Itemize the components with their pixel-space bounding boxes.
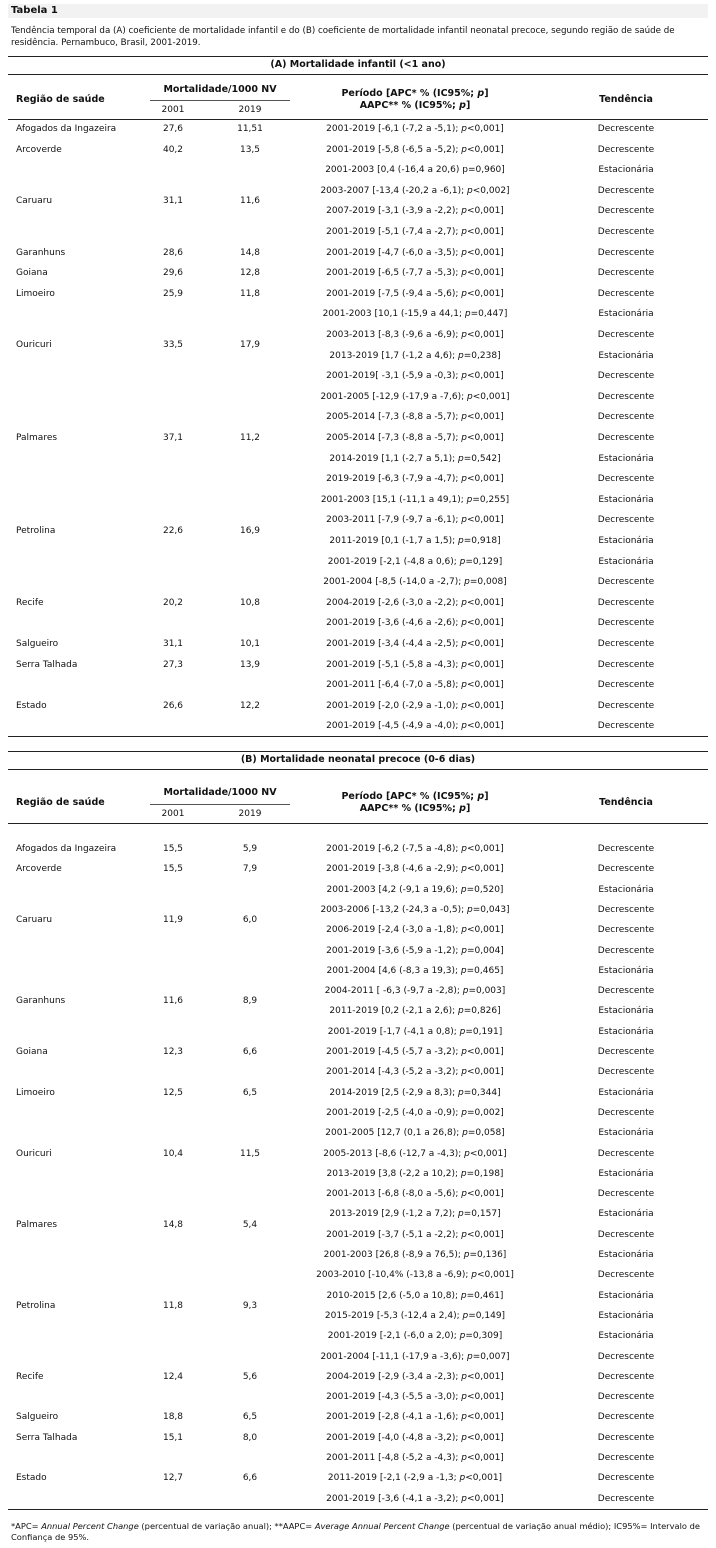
value-2001: 31,1	[162, 639, 184, 649]
value-2001: 12,5	[162, 1087, 184, 1098]
tendencia-cell: Estacionária	[598, 1290, 654, 1301]
rule-line	[8, 736, 708, 737]
tendencia-cell: Decrescente	[597, 844, 655, 854]
value-2019: 8,9	[242, 996, 258, 1007]
tendencia-cell: Decrescente	[597, 1371, 655, 1382]
region-name: Arcoverde	[16, 144, 62, 155]
column-header-2001: 2001	[161, 105, 185, 115]
value-2001: 14,8	[162, 1219, 184, 1230]
value-2001: 11,8	[162, 1300, 184, 1311]
periodo-cell: 2014-2019 [2,5 (-2,9 a 8,3); p=0,344]	[329, 1087, 501, 1098]
value-2019: 12,8	[239, 268, 261, 279]
periodo-cell: 2007-2019 [-3,1 (-3,9 a -2,2); p<0,001]	[326, 206, 504, 217]
value-2001: 29,6	[162, 268, 184, 279]
rule-line	[8, 769, 708, 770]
periodo-cell: 2001-2019 [-6,2 (-7,5 a -4,8); p<0,001]	[326, 844, 504, 854]
region-name: Caruaru	[16, 915, 53, 926]
tendencia-cell: Decrescente	[597, 1067, 655, 1078]
column-header-mortalidade: Mortalidade/1000 NV	[163, 84, 277, 95]
tendencia-cell: Decrescente	[597, 721, 655, 732]
value-2019: 5,4	[242, 1219, 258, 1230]
value-2019: 16,9	[239, 525, 261, 536]
tendencia-cell: Decrescente	[597, 986, 655, 997]
region-name: Afogados da Ingazeira	[16, 124, 117, 134]
periodo-cell: 2001-2019 [-3,7 (-5,1 a -2,2); p<0,001]	[326, 1229, 504, 1240]
tendencia-cell: Decrescente	[597, 577, 655, 588]
periodo-cell: 2003-2011 [-7,9 (-9,7 a -6,1); p<0,001]	[326, 515, 504, 526]
value-2019: 8,0	[242, 1432, 258, 1443]
footnote: *APC= Annual Percent Change (percentual de variação anual); **AAPC= Average Annual Percent Change (percentual de variação anual médio); IC95%= Intervalo de Confiança de 95%.	[11, 1521, 700, 1542]
tendencia-cell: Decrescente	[597, 144, 655, 155]
periodo-cell: 2001-2019[ -3,1 (-5,9 a -0,3); p<0,001]	[326, 371, 504, 382]
periodo-cell: 2005-2014 [-7,3 (-8,8 a -5,7); p<0,001]	[326, 433, 504, 443]
value-2019: 11,6	[239, 196, 261, 207]
tendencia-cell: Decrescente	[597, 330, 655, 340]
periodo-cell: 2015-2019 [-5,3 (-12,4 a 2,4); p=0,149]	[324, 1310, 506, 1321]
periodo-cell: 2005-2014 [-7,3 (-8,8 a -5,7); p<0,001]	[326, 412, 504, 423]
tendencia-cell: Decrescente	[597, 1432, 655, 1443]
tendencia-cell: Estacionária	[598, 309, 654, 320]
periodo-cell: 2014-2019 [1,1 (-2,7 a 5,1); p=0,542]	[329, 453, 501, 464]
periodo-cell: 2001-2019 [-5,8 (-6,5 a -5,2); p<0,001]	[326, 144, 504, 155]
region-name: Recife	[16, 1371, 44, 1382]
region-name: Petrolina	[16, 525, 56, 536]
region-name: Goiana	[16, 1047, 48, 1057]
tendencia-cell: Estacionária	[598, 350, 654, 361]
column-header-2001: 2001	[161, 809, 185, 819]
column-header-2019: 2019	[238, 105, 262, 115]
periodo-cell: 2004-2019 [-2,9 (-3,4 a -2,3); p<0,001]	[326, 1371, 504, 1382]
tendencia-cell: Decrescente	[597, 1189, 655, 1200]
periodo-cell: 2001-2019 [-3,8 (-4,6 a -2,9); p<0,001]	[326, 864, 504, 875]
periodo-cell: 2001-2019 [-4,7 (-6,0 a -3,5); p<0,001]	[326, 247, 504, 258]
region-name: Palmares	[16, 433, 58, 443]
tendencia-cell: Decrescente	[597, 268, 655, 279]
tendencia-cell: Estacionária	[598, 1310, 654, 1321]
value-2019: 6,0	[242, 915, 258, 926]
tendencia-cell: Decrescente	[597, 864, 655, 875]
periodo-cell: 2019-2019 [-6,3 (-7,9 a -4,7); p<0,001]	[326, 474, 504, 485]
value-2001: 11,6	[162, 996, 184, 1007]
rule-line	[8, 823, 708, 824]
value-2019: 11,5	[239, 1148, 261, 1159]
region-name: Afogados da Ingazeira	[16, 844, 117, 854]
periodo-cell: 2001-2019 [-3,6 (-5,9 a -1,2); p=0,004]	[326, 945, 504, 956]
periodo-cell: 2001-2004 [-8,5 (-14,0 a -2,7); p=0,008]	[323, 577, 507, 588]
region-name: Recife	[16, 597, 44, 608]
periodo-cell: 2001-2014 [-4,3 (-5,2 a -3,2); p<0,001]	[326, 1067, 504, 1078]
rule-line	[8, 74, 708, 75]
region-name: Serra Talhada	[16, 1432, 78, 1443]
region-name: Arcoverde	[16, 864, 62, 875]
tendencia-cell: Decrescente	[597, 597, 655, 608]
value-2001: 18,8	[162, 1412, 184, 1423]
tendencia-cell: Decrescente	[597, 1412, 655, 1423]
tendencia-cell: Decrescente	[597, 124, 655, 134]
tendencia-cell: Decrescente	[597, 659, 655, 670]
tendencia-cell: Decrescente	[597, 1453, 655, 1463]
rule-line	[8, 119, 708, 120]
tendencia-cell: Estacionária	[598, 1087, 654, 1098]
region-name: Estado	[16, 700, 47, 711]
value-2001: 27,3	[162, 659, 184, 670]
value-2019: 11,2	[239, 433, 261, 443]
tendencia-cell: Decrescente	[597, 227, 655, 237]
rule-line	[150, 100, 290, 101]
tendencia-cell: Decrescente	[597, 206, 655, 217]
table-label: Tabela 1	[8, 4, 708, 18]
region-name: Garanhuns	[16, 996, 66, 1007]
value-2001: 25,9	[162, 288, 184, 299]
periodo-cell: 2001-2019 [-2,1 (-6,0 a 2,0); p=0,309]	[327, 1331, 503, 1342]
periodo-cell: 2001-2019 [-3,6 (-4,6 a -2,6); p<0,001]	[326, 618, 504, 629]
periodo-cell: 2001-2011 [-4,8 (-5,2 a -4,3); p<0,001]	[326, 1453, 504, 1463]
column-header-2019: 2019	[238, 809, 262, 819]
periodo-cell: 2006-2019 [-2,4 (-3,0 a -1,8); p<0,001]	[326, 925, 504, 936]
value-2001: 22,6	[162, 525, 184, 536]
tendencia-cell: Estacionária	[598, 1006, 654, 1017]
tendencia-cell: Decrescente	[597, 371, 655, 382]
periodo-cell: 2005-2013 [-8,6 (-12,7 a -4,3); p<0,001]	[323, 1148, 507, 1159]
periodo-cell: 2001-2004 [-11,1 (-17,9 a -3,6); p=0,007]	[320, 1351, 510, 1362]
tendencia-cell: Decrescente	[597, 391, 655, 402]
value-2019: 5,9	[242, 844, 258, 854]
periodo-cell: 2001-2019 [-2,0 (-2,9 a -1,0); p<0,001]	[326, 700, 504, 711]
tendencia-cell: Estacionária	[598, 1209, 654, 1220]
periodo-cell: 2001-2019 [-4,5 (-4,9 a -4,0); p<0,001]	[326, 721, 504, 732]
tendencia-cell: Decrescente	[597, 288, 655, 299]
tendencia-cell: Decrescente	[597, 515, 655, 526]
periodo-cell: 2001-2003 [15,1 (-11,1 a 49,1); p=0,255]	[320, 494, 510, 505]
periodo-cell: 2001-2003 [10,1 (-15,9 a 44,1; p=0,447]	[322, 309, 508, 320]
periodo-cell: 2010-2015 [2,6 (-5,0 a 10,8); p=0,461]	[326, 1290, 504, 1301]
tendencia-cell: Decrescente	[597, 1351, 655, 1362]
tendencia-cell: Estacionária	[598, 1026, 654, 1037]
periodo-cell: 2001-2019 [-3,6 (-4,1 a -3,2); p<0,001]	[326, 1493, 504, 1504]
section-title: (A) Mortalidade infantil (<1 ano)	[270, 59, 446, 70]
tendencia-cell: Decrescente	[597, 639, 655, 649]
periodo-cell: 2001-2019 [-6,1 (-7,2 a -5,1); p<0,001]	[326, 124, 504, 134]
value-2019: 6,6	[242, 1473, 258, 1484]
value-2019: 7,9	[242, 864, 258, 875]
column-header-periodo: Período [APC* % (IC95%; p] AAPC** % (IC95%; p]	[341, 791, 489, 814]
tendencia-cell: Estacionária	[598, 165, 654, 176]
tendencia-cell: Decrescente	[597, 945, 655, 956]
periodo-cell: 2001-2019 [-4,3 (-5,5 a -3,0); p<0,001]	[326, 1392, 504, 1403]
periodo-cell: 2001-2019 [-5,1 (-5,8 a -4,3); p<0,001]	[326, 659, 504, 670]
region-name: Goiana	[16, 268, 48, 279]
tendencia-cell: Decrescente	[597, 1047, 655, 1057]
periodo-cell: 2001-2003 [26,8 (-8,9 a 76,5); p=0,136]	[323, 1250, 507, 1260]
value-2001: 40,2	[162, 144, 184, 155]
periodo-cell: 2011-2019 [0,2 (-2,1 a 2,6); p=0,826]	[329, 1006, 501, 1017]
tendencia-cell: Estacionária	[598, 556, 654, 567]
column-header-mortalidade: Mortalidade/1000 NV	[163, 787, 277, 798]
column-header-periodo: Período [APC* % (IC95%; p] AAPC** % (IC95%; p]	[341, 88, 489, 111]
tendencia-cell: Decrescente	[597, 1107, 655, 1118]
tendencia-cell: Decrescente	[597, 247, 655, 258]
value-2019: 9,3	[242, 1300, 258, 1311]
periodo-cell: 2001-2019 [-2,5 (-4,0 a -0,9); p=0,002]	[326, 1107, 504, 1118]
rule-line	[150, 804, 290, 805]
value-2019: 6,5	[242, 1412, 258, 1423]
value-2019: 10,8	[239, 597, 261, 608]
tendencia-cell: Decrescente	[597, 1493, 655, 1504]
periodo-cell: 2001-2019 [-7,5 (-9,4 a -5,6); p<0,001]	[326, 288, 504, 299]
column-header-tendencia: Tendência	[599, 94, 653, 105]
tendencia-cell: Estacionária	[598, 884, 654, 895]
tendencia-cell: Decrescente	[597, 680, 655, 691]
column-header-regiao: Região de saúde	[16, 94, 105, 105]
tendencia-cell: Decrescente	[597, 700, 655, 711]
periodo-cell: 2001-2005 [-12,9 (-17,9 a -7,6); p<0,001]	[320, 391, 510, 402]
periodo-cell: 2003-2006 [-13,2 (-24,3 a -0,5); p=0,043]	[320, 904, 510, 915]
periodo-cell: 2001-2019 [-4,0 (-4,8 a -3,2); p<0,001]	[326, 1432, 504, 1443]
value-2019: 5,6	[242, 1371, 258, 1382]
periodo-cell: 2001-2003 [0,4 (-16,4 a 20,6) p=0,960]	[325, 165, 505, 176]
column-header-regiao: Região de saúde	[16, 797, 105, 808]
region-name: Limoeiro	[16, 288, 55, 299]
value-2001: 20,2	[162, 597, 184, 608]
value-2001: 12,7	[162, 1473, 184, 1484]
tendencia-cell: Decrescente	[597, 185, 655, 196]
tendencia-cell: Decrescente	[597, 1473, 655, 1484]
region-name: Caruaru	[16, 196, 53, 207]
tendencia-cell: Decrescente	[597, 1148, 655, 1159]
tendencia-cell: Decrescente	[597, 433, 655, 443]
periodo-cell: 2001-2004 [4,6 (-8,3 a 19,3); p=0,465]	[326, 965, 504, 976]
value-2001: 15,1	[162, 1432, 184, 1443]
periodo-cell: 2001-2019 [-4,5 (-5,7 a -3,2); p<0,001]	[326, 1047, 504, 1057]
periodo-cell: 2001-2019 [-2,1 (-4,8 a 0,6); p=0,129]	[327, 556, 503, 567]
tendencia-cell: Decrescente	[597, 474, 655, 485]
value-2019: 6,6	[242, 1047, 258, 1057]
periodo-cell: 2003-2007 [-13,4 (-20,2 a -6,1); p<0,002]	[320, 185, 510, 196]
table-caption: Tendência temporal da (A) coeficiente de mortalidade infantil e do (B) coeficiente de mortalidade infantil neonatal precoce, segundo região de saúde de residência. Pernambuco, Brasil, 2001-2019.	[11, 26, 675, 48]
tendencia-cell: Decrescente	[597, 412, 655, 423]
tendencia-cell: Decrescente	[597, 925, 655, 936]
periodo-cell: 2003-2013 [-8,3 (-9,6 a -6,9); p<0,001]	[326, 330, 504, 340]
periodo-cell: 2001-2019 [-2,8 (-4,1 a -1,6); p<0,001]	[326, 1412, 504, 1423]
region-name: Estado	[16, 1473, 47, 1484]
value-2001: 27,6	[162, 124, 184, 134]
value-2001: 15,5	[162, 844, 184, 854]
periodo-cell: 2013-2019 [1,7 (-1,2 a 4,6); p=0,238]	[329, 350, 501, 361]
value-2001: 11,9	[162, 915, 184, 926]
tendencia-cell: Estacionária	[598, 453, 654, 464]
region-name: Salgueiro	[16, 1412, 59, 1423]
periodo-cell: 2001-2019 [-1,7 (-4,1 a 0,8); p=0,191]	[327, 1026, 503, 1037]
region-name: Ouricuri	[16, 1148, 52, 1159]
value-2019: 14,8	[239, 247, 261, 258]
tendencia-cell: Decrescente	[597, 1392, 655, 1403]
value-2019: 13,9	[239, 659, 261, 670]
value-2001: 33,5	[162, 340, 184, 351]
section-title: (B) Mortalidade neonatal precoce (0-6 dias)	[240, 754, 476, 765]
region-name: Serra Talhada	[16, 659, 78, 670]
tendencia-cell: Estacionária	[598, 1331, 654, 1342]
rule-line	[8, 1509, 708, 1510]
tendencia-cell: Decrescente	[597, 904, 655, 915]
periodo-cell: 2001-2019 [-5,1 (-7,4 a -2,7); p<0,001]	[326, 227, 504, 237]
periodo-cell: 2011-2019 [0,1 (-1,7 a 1,5); p=0,918]	[329, 536, 501, 546]
value-2019: 6,5	[242, 1087, 258, 1098]
tendencia-cell: Estacionária	[598, 1128, 654, 1139]
tendencia-cell: Decrescente	[597, 618, 655, 629]
column-header-tendencia: Tendência	[599, 797, 653, 808]
value-2001: 12,4	[162, 1371, 184, 1382]
value-2001: 12,3	[162, 1047, 184, 1057]
periodo-cell: 2003-2010 [-10,4% (-13,8 a -6,9); p<0,001]	[316, 1270, 514, 1281]
value-2001: 37,1	[162, 433, 184, 443]
tendencia-cell: Decrescente	[597, 1229, 655, 1240]
periodo-cell: 2001-2019 [-6,5 (-7,7 a -5,3); p<0,001]	[326, 268, 504, 279]
region-name: Garanhuns	[16, 247, 66, 258]
value-2001: 26,6	[162, 700, 184, 711]
periodo-cell: 2001-2019 [-3,4 (-4,4 a -2,5); p<0,001]	[326, 639, 504, 649]
value-2001: 10,4	[162, 1148, 184, 1159]
value-2001: 15,5	[162, 864, 184, 875]
periodo-cell: 2001-2011 [-6,4 (-7,0 a -5,8); p<0,001]	[326, 680, 504, 691]
value-2019: 11,8	[239, 288, 261, 299]
value-2019: 17,9	[239, 340, 261, 351]
periodo-cell: 2004-2019 [-2,6 (-3,0 a -2,2); p<0,001]	[326, 597, 504, 608]
periodo-cell: 2004-2011 [ -6,3 (-9,7 a -2,8); p=0,003]	[324, 986, 506, 997]
region-name: Limoeiro	[16, 1087, 55, 1098]
value-2019: 11,51	[237, 124, 263, 134]
region-name: Ouricuri	[16, 340, 52, 351]
periodo-cell: 2011-2019 [-2,1 (-2,9 a -1,3; p<0,001]	[327, 1473, 503, 1484]
periodo-cell: 2001-2013 [-6,8 (-8,0 a -5,6); p<0,001]	[326, 1189, 504, 1200]
value-2001: 28,6	[162, 247, 184, 258]
periodo-cell: 2013-2019 [3,8 (-2,2 a 10,2); p=0,198]	[326, 1168, 504, 1179]
tendencia-cell: Estacionária	[598, 1250, 654, 1260]
tendencia-cell: Decrescente	[597, 1270, 655, 1281]
periodo-cell: 2013-2019 [2,9 (-1,2 a 7,2); p=0,157]	[329, 1209, 501, 1220]
region-name: Salgueiro	[16, 639, 59, 649]
value-2019: 10,1	[239, 639, 261, 649]
tendencia-cell: Estacionária	[598, 965, 654, 976]
periodo-cell: 2001-2003 [4,2 (-9,1 a 19,6); p=0,520]	[326, 884, 504, 895]
value-2001: 31,1	[162, 196, 184, 207]
value-2019: 13,5	[239, 144, 261, 155]
value-2019: 12,2	[239, 700, 261, 711]
region-name: Palmares	[16, 1219, 58, 1230]
region-name: Petrolina	[16, 1300, 56, 1311]
tendencia-cell: Estacionária	[598, 494, 654, 505]
tendencia-cell: Estacionária	[598, 1168, 654, 1179]
tendencia-cell: Estacionária	[598, 536, 654, 546]
periodo-cell: 2001-2005 [12,7 (0,1 a 26,8); p=0,058]	[325, 1128, 505, 1139]
